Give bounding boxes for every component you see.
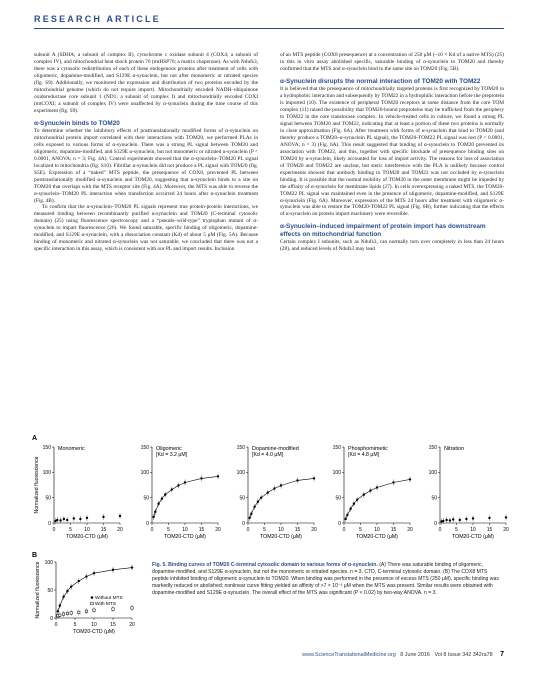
- paragraph: Certain complex I subunits, such as Ndufs3, can normally turn over completely in less than 24 hours (28), and reduced levels of Ndufs3 may lead: [280, 239, 504, 253]
- x-tick-label: 5: [73, 622, 77, 628]
- footer-date: 8 June 2016: [400, 652, 430, 658]
- data-point: [78, 611, 80, 613]
- panel-kd: [Kd = 4.8 μM]: [348, 452, 380, 458]
- data-point: [66, 590, 68, 592]
- figure-5b-plot: [34, 552, 144, 642]
- x-tick-label: 15: [198, 527, 205, 533]
- paragraph: of an MTS peptide (COX8 presequence) at a concentration of 250 μM (~10 × Kd of a native MTS) (25) in this in vitro assay abolished specific, saturable binding of α-synuclein to TOM20 and thereby confirmed that the MTS and α-synuclein bind to the same site on TOM20 (Fig. 5B).: [280, 52, 504, 72]
- y-tick-label: 150: [42, 444, 51, 451]
- x-tick-label: 10: [470, 527, 476, 533]
- data-point: [93, 609, 95, 611]
- data-point: [409, 478, 411, 480]
- page-number: 7: [500, 651, 504, 658]
- page-footer: [250, 651, 504, 658]
- x-tick-label: 0: [342, 527, 346, 533]
- data-point: [257, 501, 259, 503]
- x-axis-label: TOM20-CTD (μM): [164, 534, 206, 540]
- data-point: [131, 566, 133, 568]
- data-point: [363, 493, 365, 495]
- data-point: [349, 508, 351, 510]
- x-tick-label: 15: [294, 527, 301, 533]
- caption-title: Fig. 5. Binding curves of TOM20 C-terminal cytosolic domain to various forms of α-synuclein.: [152, 562, 378, 568]
- data-point: [57, 610, 59, 612]
- data-point: [248, 517, 250, 519]
- data-point: [260, 496, 262, 498]
- y-tick-label: 150: [140, 444, 149, 451]
- y-tick-label: 50: [431, 495, 437, 502]
- header-rule: [34, 28, 504, 29]
- x-axis-label: TOM20-CTD (μM): [356, 534, 398, 540]
- x-tick-label: 0: [246, 527, 250, 533]
- data-point: [273, 487, 275, 489]
- y-tick-label: 0: [434, 520, 437, 527]
- footer-site[interactable]: www.ScienceTranslationalMedicine.org: [302, 652, 396, 658]
- data-point: [452, 518, 454, 520]
- data-point: [63, 518, 65, 520]
- y-tick-label: 50: [239, 495, 245, 502]
- y-axis-label: Normalized fluorescence: [34, 456, 40, 514]
- paragraph: To determine whether the inhibitory effects of posttranslationally modified forms of α-synuclein on mitochondrial protein import correlated with their interactions with TOM20, we performed PLAs in cells exposed to various forms of α-synuclein. There was a strong PL signal between TOM20 and oligomeric, dopamine-modified, and S129E α-synuclein, but not monomeric or nitrated α-synuclein (P < 0.0001, ANOVA; n = 3; Fig. 4A). Control experiments showed that the α-synuclein–TOM20 PL signal localized to mitochondria (fig. S10). Fibrillar α-synuclein did not produce a PL signal with TOM20 (fig. S5E). Expression of a “naked” MTS peptide, the presequence of COX8, prevented PL between posttranslationally modified α-synuclein and TOM20, suggesting that α-synuclein binds to a site on TOM20 that overlaps with the MTS receptor site (Fig. 4A). Moreover, the MTS was able to reverse the α-synuclein–TOM20 PL interaction when transfection occurred 24 hours after α-synuclein treatment (Fig. 4B).: [34, 127, 258, 204]
- figure-5a: [32, 435, 509, 547]
- data-point: [59, 604, 61, 606]
- caption-text: (A) There was saturable binding of oligomeric, dopamine-modified, and S129E α-synuclein, but not the monomeric or nitrated species. n = 3. CTD, C-terminal cytosolic domain. (B) The COX8 MTS peptide inhibited binding of oligomeric α-synuclein to TOM20. When binding was performed in the presence of excess MTS (250 μM), specific binding was markedly reduced or abolished; nonlinear curve fitting yielded an affinity of >7 × 10⁻³ μM when the MTS was present. Similar results were obtained with dopamine-modified and S129E α-synuclein. The overall effect of the MTS was significant (P < 0.02) by two-way ANOVA. n = 3.: [152, 562, 499, 597]
- x-tick-label: 0: [438, 527, 442, 533]
- x-tick-label: 5: [69, 527, 72, 533]
- data-point: [70, 612, 72, 614]
- right-column: [280, 52, 504, 253]
- data-point: [449, 519, 451, 521]
- data-point: [171, 488, 173, 490]
- x-axis-label: TOM20-CTD (μM): [452, 534, 494, 540]
- fit-curve: [250, 478, 314, 518]
- y-tick-label: 0: [338, 520, 341, 527]
- panel-label-a: A: [32, 435, 38, 442]
- data-point: [154, 511, 156, 513]
- y-tick-label: 100: [428, 470, 437, 477]
- x-tick-label: 10: [84, 527, 90, 533]
- y-tick-label: 100: [140, 470, 149, 477]
- data-point: [56, 519, 58, 521]
- legend-marker: [91, 602, 94, 605]
- y-tick-label: 50: [45, 495, 51, 502]
- data-point: [85, 610, 87, 612]
- x-tick-label: 10: [278, 527, 284, 533]
- figure-5a-plots: [34, 435, 509, 547]
- x-axis-label: TOM20-CTD (μM): [73, 629, 115, 635]
- data-point: [376, 486, 378, 488]
- data-point: [346, 514, 348, 516]
- data-point: [112, 608, 114, 610]
- x-tick-label: 10: [91, 622, 97, 628]
- data-point: [200, 477, 202, 479]
- y-tick-label: 150: [428, 444, 437, 451]
- data-point: [313, 477, 315, 479]
- figure-caption: [152, 562, 504, 597]
- data-point: [505, 516, 507, 518]
- y-tick-label: 0: [242, 520, 245, 527]
- data-point: [66, 612, 68, 614]
- panel-title: Dopamine-modified: [252, 446, 299, 452]
- x-tick-label: 20: [503, 527, 509, 533]
- y-tick-label: 50: [335, 495, 341, 502]
- x-tick-label: 5: [167, 527, 170, 533]
- y-tick-label: 150: [332, 444, 341, 451]
- data-point: [102, 516, 104, 518]
- data-point: [356, 498, 358, 500]
- y-axis-label: Normalized fluorescence: [35, 561, 41, 619]
- x-tick-label: 15: [390, 527, 397, 533]
- data-point: [62, 613, 64, 615]
- y-tick-label: 100: [236, 470, 245, 477]
- x-tick-label: 0: [52, 527, 56, 533]
- x-tick-label: 20: [117, 527, 123, 533]
- paragraph: subunit A (SDHA; a subunit of complex II), cytochrome c oxidase subunit 4 (COX4; a subunit of complex IV), and mitochondrial heat shock protein 70 (mtHSP70; a matrix chaperone). As with Ndufs3, there was a cytosolic redistribution of each of these endogenous proteins after treatment of cells with oligomeric, dopamine-modified, and S129E α-synuclein, but not after monomeric or nitrated species (fig. S9). Additionally, we monitored the expression and distribution of two proteins encoded by the mitochondrial genome (which do not require import). Mitochondrially encoded NADH–ubiquinone oxidoreductase core subunit 1 (ND1; a subunit of complex I) and mitochondrially encoded COXI (mtCOXI; a subunit of complex IV) were unaffected by α-synuclein during the time course of this experiment (fig. S9).: [34, 52, 258, 114]
- panel-title: Monomeric: [58, 446, 85, 452]
- x-tick-label: 20: [311, 527, 317, 533]
- x-tick-label: 20: [215, 527, 221, 533]
- data-point: [85, 575, 87, 577]
- data-point: [472, 517, 474, 519]
- y-tick-label: 100: [42, 470, 51, 477]
- paragraph: It is believed that the presequence of mitochondrially targeted proteins is first recognized by TOM20 in a hydrophobic interaction and subsequently by TOM22 in a hydrophilic interaction before the preprotein is imported (10). The existence of peripheral TOM20 receptors at some distance from the core TOM complex (11) raised the possibility that TOM20-bound preproteins may be trafficked from the periphery to TOM22 in the core translocase complex. In vehicle-treated cells in culture, we found a strong PL signal between TOM20 and TOM22, indicating that at least a portion of these two proteins is normally in close approximation (Fig. 6A). After treatment with forms of α-synuclein that bind to TOM20 (and thereby produce a TOM20–α-synuclein PL signal), the TOM20-TOM22 PL signal was lost (P < 0.0001, ANOVA; n = 3) (Fig. 6A). This result suggested that binding of α-synuclein to TOM20 prevented its association with TOM22, and this, together with specific blockade of presequence binding sites on TOM20 by α-synuclein, likely accounted for loss of import activity. The reasons for loss of association of TOM20 and TOM22 are unclear, but steric interference with the PLA is unlikely because control experiments showed that antibody binding to TOM20 and TOM22 was not occluded by α-synuclein binding. It is possible that the normal mobility of TOM20 in the outer membrane might be impeded by the affinity of α-synuclein for membrane lipids (27). In cells overexpressing a naked MTS, the TOM20-TOM22 PL signal was maintained even in the presence of oligomeric, dopamine-modified, and S129E α-synuclein (Fig. 6A). Moreover, expression of the MTS 24 hours after treatment with oligomeric α-synuclein was able to restore the TOM20-TOM22 PL signal (Fig. 6B), further indicating that the effects of α-synuclein on protein import machinery were reversible.: [280, 86, 504, 218]
- legend-marker: [91, 596, 94, 599]
- data-point: [62, 596, 64, 598]
- paragraph: To confirm that the α-synuclein–TOM20 PL signals represent true protein-protein interactions, we measured binding between recombinantly purified α-synuclein and TOM20 (C-terminal cytosolic domain) (25) using fluorescence spectroscopy and a “pseudo–wild-type” tryptophan mutant of α-synuclein to impart fluorescence (26). We found saturable, specific binding of oligomeric, dopamine-modified, and S129E α-synuclein, with a dissociation constant (Kd) of about 5 μM (Fig. 5A). Because binding of monomeric and nitrated α-synuclein was not saturable, we concluded that there was not a specific interaction in this assay, which is consistent with our PL and import results. Inclusion: [34, 204, 258, 253]
- data-point: [161, 497, 163, 499]
- data-point: [250, 513, 252, 515]
- legend-label: With MTS: [95, 602, 117, 607]
- panel-title: Phosphomimetic: [348, 446, 388, 452]
- x-tick-label: 15: [110, 622, 116, 628]
- data-point: [157, 503, 159, 505]
- data-point: [79, 518, 81, 520]
- panel-label-b: B: [32, 552, 38, 559]
- data-point: [59, 519, 61, 521]
- data-point: [70, 585, 72, 587]
- data-point: [253, 506, 255, 508]
- legend-label: Without MTS: [95, 596, 123, 601]
- x-tick-label: 20: [407, 527, 413, 533]
- section-title: RESEARCH ARTICLE: [34, 14, 161, 24]
- data-point: [78, 580, 80, 582]
- panel-kd: [Kd = 4.0 μM]: [252, 452, 284, 458]
- data-point: [280, 484, 282, 486]
- data-point: [353, 503, 355, 505]
- panel-kd: [Kd = 3.2 μM]: [156, 452, 188, 458]
- section-heading: α-Synuclein–induced impairment of protein import has downstream effects on mitochondrial function: [280, 223, 486, 238]
- data-point: [93, 572, 95, 574]
- data-point: [296, 479, 298, 481]
- data-point: [465, 518, 467, 520]
- data-point: [392, 481, 394, 483]
- data-point: [459, 519, 461, 521]
- y-tick-label: 150: [236, 444, 245, 451]
- data-point: [66, 519, 68, 521]
- x-tick-label: 5: [455, 527, 458, 533]
- section-heading: α-Synuclein binds to TOM20: [34, 119, 120, 127]
- data-point: [73, 517, 75, 519]
- y-tick-label: 0: [48, 520, 51, 527]
- data-point: [177, 484, 179, 486]
- x-axis-label: TOM20-CTD (μM): [66, 534, 108, 540]
- x-tick-label: 0: [150, 527, 154, 533]
- data-point: [488, 517, 490, 519]
- x-tick-label: 5: [359, 527, 362, 533]
- x-tick-label: 15: [486, 527, 493, 533]
- data-point: [112, 569, 114, 571]
- data-point: [164, 493, 166, 495]
- x-tick-label: 15: [100, 527, 107, 533]
- figure-5b: [34, 552, 144, 642]
- x-tick-label: 10: [182, 527, 188, 533]
- x-tick-label: 5: [263, 527, 266, 533]
- data-point: [267, 491, 269, 493]
- fit-curve: [346, 479, 410, 519]
- data-point: [442, 520, 444, 522]
- x-axis-label: TOM20-CTD (μM): [260, 534, 302, 540]
- data-point: [131, 607, 133, 609]
- data-point: [445, 519, 447, 521]
- data-point: [184, 481, 186, 483]
- data-point: [119, 515, 121, 517]
- x-tick-label: 0: [54, 622, 58, 628]
- y-tick-label: 50: [47, 587, 53, 594]
- running-header: [34, 14, 504, 24]
- y-tick-label: 50: [143, 495, 149, 502]
- y-tick-label: 100: [44, 559, 53, 566]
- data-point: [369, 489, 371, 491]
- section-heading: α-Synuclein disrupts the normal interaction of TOM20 with TOM22: [280, 77, 481, 85]
- panel-title: Nitration: [444, 446, 465, 452]
- left-column: [34, 52, 258, 253]
- y-tick-label: 0: [50, 615, 53, 622]
- x-tick-label: 20: [129, 622, 135, 628]
- footer-volume: Vol 8 Issue 342 342ra78: [434, 652, 493, 658]
- data-point: [344, 518, 346, 520]
- data-point: [86, 517, 88, 519]
- x-tick-label: 10: [374, 527, 380, 533]
- data-point: [152, 516, 154, 518]
- panel-title: Oligomeric: [156, 446, 182, 452]
- y-tick-label: 0: [146, 520, 149, 527]
- y-tick-label: 100: [332, 470, 341, 477]
- data-point: [217, 475, 219, 477]
- data-point: [59, 614, 61, 616]
